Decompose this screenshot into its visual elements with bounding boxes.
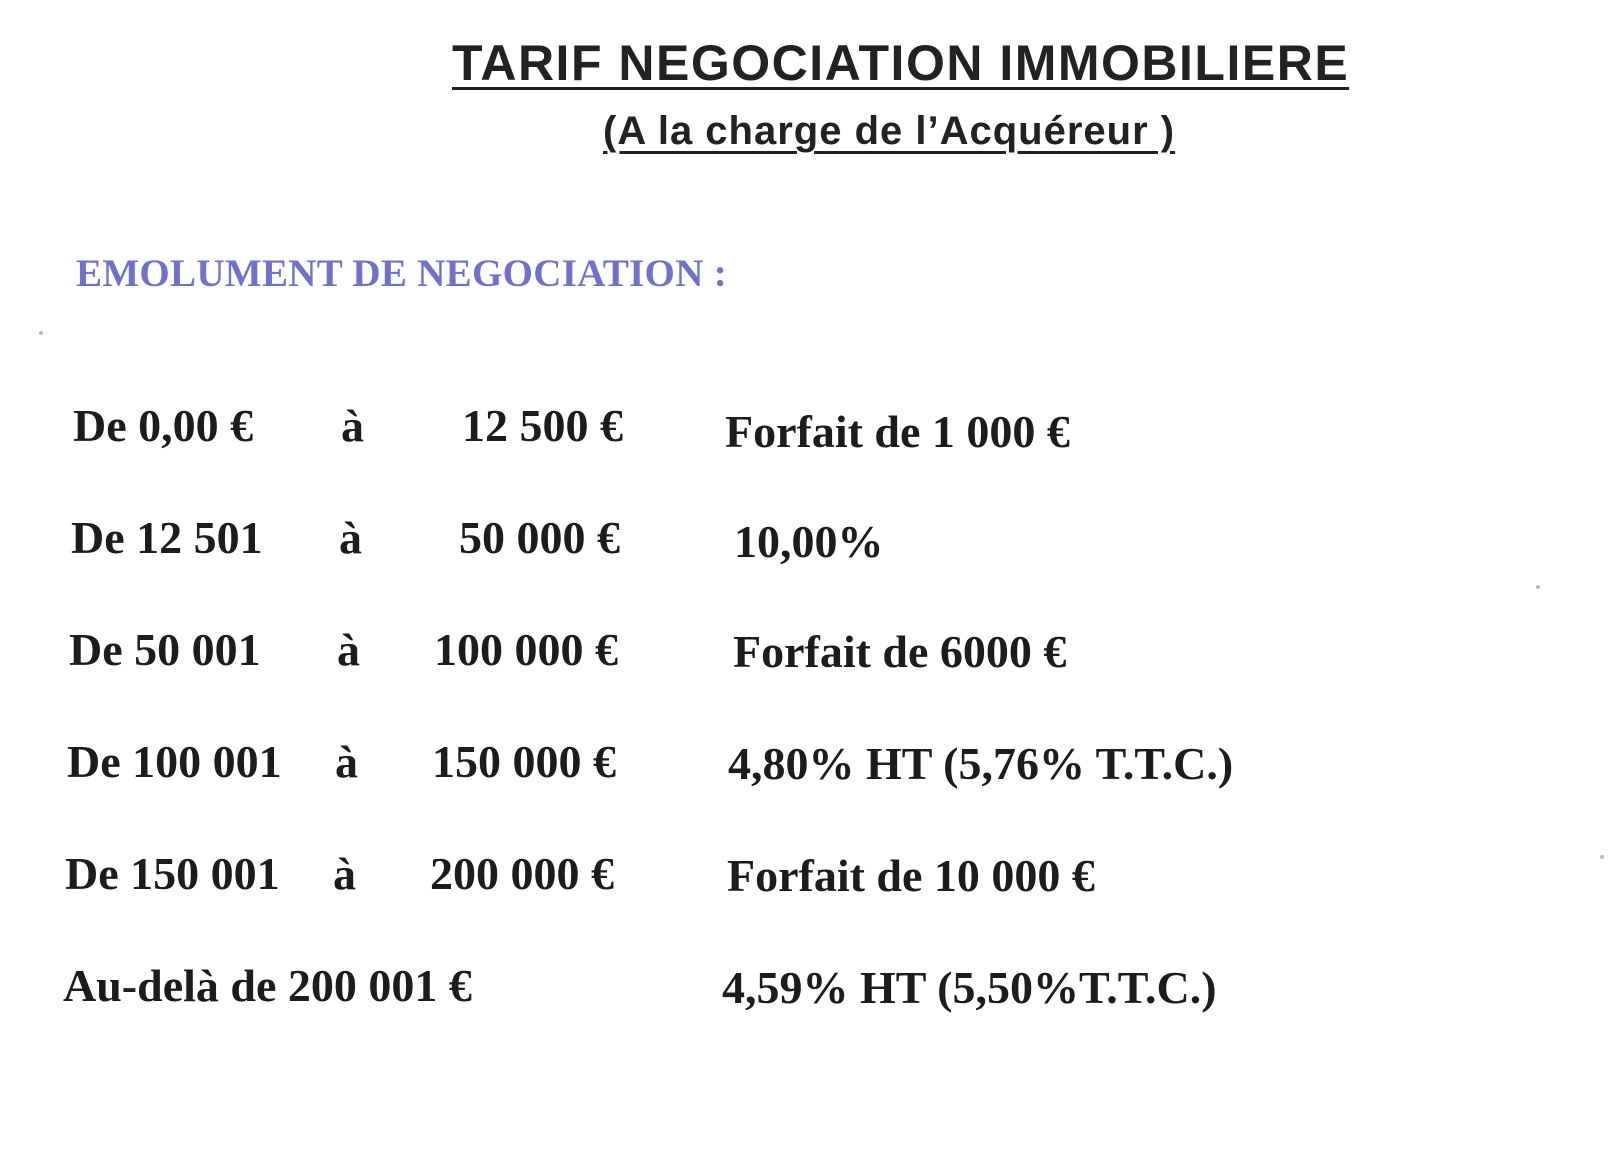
range-separator: à <box>339 512 362 563</box>
fee-value: 4,80% HT (5,76% T.T.C.) <box>728 738 1234 789</box>
range-to: 150 000 € <box>432 736 616 787</box>
range-beyond: Au-delà de 200 001 € <box>63 960 472 1011</box>
page-subtitle: (A la charge de l’Acquéreur ) <box>603 109 1176 153</box>
scan-speck <box>1600 855 1604 859</box>
tariff-row <box>67 734 1317 794</box>
scan-speck <box>39 331 43 335</box>
range-separator: à <box>335 736 358 787</box>
tariff-row <box>63 958 1293 1018</box>
range-to: 12 500 € <box>462 400 623 451</box>
range-to: 200 000 € <box>430 848 614 899</box>
fee-value: 4,59% HT (5,50%T.T.C.) <box>722 962 1217 1013</box>
range-from: De 150 001 <box>65 848 280 899</box>
tariff-row <box>73 398 1123 458</box>
range-from: De 100 001 <box>67 736 282 787</box>
range-separator: à <box>333 848 356 899</box>
range-separator: à <box>341 400 364 451</box>
range-to: 50 000 € <box>459 512 620 563</box>
fee-value: Forfait de 10 000 € <box>727 850 1095 901</box>
section-heading: EMOLUMENT DE NEGOCIATION : <box>76 252 727 295</box>
tariff-row <box>65 846 1145 906</box>
tariff-row <box>69 622 1119 682</box>
tariff-row <box>71 510 1121 570</box>
range-separator: à <box>337 624 360 675</box>
fee-value: 10,00% <box>734 516 884 567</box>
range-from: De 12 501 <box>71 512 263 563</box>
scan-speck <box>1536 585 1540 589</box>
fee-value: Forfait de 6000 € <box>733 626 1067 677</box>
range-to: 100 000 € <box>434 624 618 675</box>
range-from: De 0,00 € <box>73 400 254 451</box>
range-from: De 50 001 <box>69 624 261 675</box>
fee-value: Forfait de 1 000 € <box>725 406 1070 457</box>
page-title: TARIF NEGOCIATION IMMOBILIERE <box>452 35 1350 91</box>
